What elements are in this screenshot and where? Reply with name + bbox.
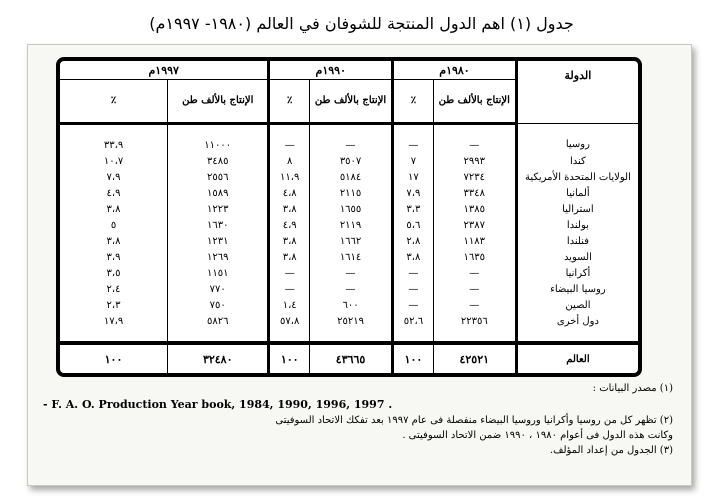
- percent-cell: ٧،٩: [393, 185, 434, 201]
- total-label: العالم: [516, 343, 638, 373]
- production-cell: —: [433, 297, 516, 313]
- percent-cell: ٢،٣: [106, 299, 121, 311]
- percent-cell: —: [269, 124, 310, 154]
- production-cell: ١٦٥٥: [309, 201, 392, 217]
- percent-cell: ١١،٩: [269, 169, 310, 185]
- footnote-2-line-1: (٢) تظهر كل من روسيا وأكرانيا وروسيا البيضاء منفصلة فى عام ١٩٩٧ بعد تفكك الاتحاد السوفيتى: [275, 415, 673, 426]
- country-cell: السويد: [516, 249, 638, 265]
- table-row: [60, 297, 638, 313]
- country-cell: ألمانيا: [516, 185, 638, 201]
- percent-cell: ٥: [110, 219, 117, 231]
- production-cell: —: [433, 124, 516, 154]
- production-cell: ٢١١٥: [309, 185, 392, 201]
- country-cell: استراليا: [516, 201, 638, 217]
- production-cell: —: [433, 265, 516, 281]
- total-percent-1997: ١٠٠: [60, 343, 168, 373]
- production-cell: ١١٠٠٠: [168, 124, 269, 154]
- production-cell: —: [309, 265, 392, 281]
- percent-1980-header: ٪: [393, 80, 434, 124]
- production-cell: ١٦٣٠: [168, 217, 269, 233]
- percent-cell: —: [393, 297, 434, 313]
- production-cell: ١٢٣١: [168, 233, 269, 249]
- total-percent-1980: ١٠٠: [393, 343, 434, 373]
- country-cell: الصين: [516, 297, 638, 313]
- year-1990-header: ١٩٩٠م: [269, 61, 393, 80]
- percent-cell: —: [269, 281, 310, 297]
- table-row: [60, 217, 638, 233]
- percent-cell: ٤،٩: [269, 217, 310, 233]
- percent-cell: ٣،٨: [269, 201, 310, 217]
- production-cell: ٥١٨٤: [309, 169, 392, 185]
- production-1980-header: الإنتاج بالألف طن: [433, 80, 516, 124]
- percent-cell: ٤،٨: [269, 185, 310, 201]
- production-cell: ١٢٦٩: [168, 249, 269, 265]
- percent-cell: ١٧: [393, 169, 434, 185]
- production-cell: ٦٠٠: [309, 297, 392, 313]
- percent-cell: —: [269, 265, 310, 281]
- percent-cell: ٥،٦: [393, 217, 434, 233]
- percent-cell: ٣،٨: [106, 203, 121, 215]
- production-cell: —: [309, 124, 392, 154]
- production-cell: ١٦٣٥: [433, 249, 516, 265]
- table-caption: جدول (١) اهم الدول المنتجة للشوفان في العالم (١٩٨٠- ١٩٩٧م): [149, 14, 574, 33]
- oat-production-table: [56, 57, 642, 377]
- production-cell: ٢٣٨٧: [433, 217, 516, 233]
- country-cell: فنلندا: [516, 233, 638, 249]
- production-cell: ٧٥٠: [168, 297, 269, 313]
- country-cell: أكرانيا: [516, 265, 638, 281]
- percent-cell: ٣٣،٩: [103, 139, 124, 151]
- footnote-3: (٣) الجدول من إعداد المؤلف.: [549, 445, 673, 456]
- percent-cell: ٢،٨: [393, 233, 434, 249]
- scanned-page: [27, 44, 692, 486]
- production-cell: ٢١١٩: [309, 217, 392, 233]
- country-column-header: الدولة: [516, 61, 638, 124]
- production-1997-header: الإنتاج بالألف طن: [168, 80, 269, 124]
- percent-cell: ٨: [269, 153, 310, 169]
- production-cell: —: [433, 281, 516, 297]
- table-row: [60, 249, 638, 265]
- table-row: [60, 281, 638, 297]
- production-cell: ٣٤٨٥: [168, 153, 269, 169]
- total-production-1990: ٤٣٦٦٥: [309, 343, 392, 373]
- table-row: [60, 265, 638, 281]
- table-row: [60, 185, 638, 201]
- production-cell: ٥٨٢٦: [168, 313, 269, 343]
- production-cell: ٢٥٢١٩: [309, 313, 392, 343]
- percent-cell: —: [393, 124, 434, 154]
- footnotes: [43, 381, 673, 458]
- production-cell: ٣٣٤٨: [433, 185, 516, 201]
- percent-cell: ٣،٨: [393, 249, 434, 265]
- percent-cell: ٣،٨: [269, 249, 310, 265]
- year-1980-header: ١٩٨٠م: [393, 61, 517, 80]
- production-cell: ٢٥٥٦: [168, 169, 269, 185]
- percent-cell: —: [393, 281, 434, 297]
- table-row: [60, 169, 638, 185]
- table-row: [60, 313, 638, 343]
- percent-cell: ١٠،٧: [103, 155, 124, 167]
- footnote-2-line-2: وكانت هذه الدول فى أعوام ١٩٨٠ ، ١٩٩٠ ضمن الاتحاد السوفيتى .: [402, 430, 673, 441]
- percent-cell: ٢،٤: [106, 283, 121, 295]
- country-cell: كندا: [516, 153, 638, 169]
- country-cell: بولندا: [516, 217, 638, 233]
- production-cell: ٧٢٣٤: [433, 169, 516, 185]
- total-percent-1990: ١٠٠: [269, 343, 310, 373]
- source-citation: - F. A. O. Production Year book, 1984, 1990, 1996, 1997 .: [43, 398, 393, 411]
- production-cell: ١٦١٤: [309, 249, 392, 265]
- table-row: [60, 233, 638, 249]
- percent-cell: ٣،٨: [269, 233, 310, 249]
- percent-cell: ١٧،٩: [103, 315, 124, 327]
- percent-1990-header: ٪: [269, 80, 310, 124]
- production-cell: ٢٢٣٥٦: [433, 313, 516, 343]
- percent-cell: ١،٤: [269, 297, 310, 313]
- country-cell: دول أخرى: [516, 313, 638, 343]
- table-row: [60, 201, 638, 217]
- percent-cell: ٧،٩: [106, 171, 121, 183]
- percent-cell: ٣،٣: [393, 201, 434, 217]
- production-1990-header: الإنتاج بالألف طن: [309, 80, 392, 124]
- percent-cell: ٣،٨: [106, 235, 121, 247]
- year-1997-header: ١٩٩٧م: [60, 61, 269, 80]
- production-cell: ١٢٢٣: [168, 201, 269, 217]
- percent-cell: ٥٧،٨: [269, 313, 310, 343]
- production-cell: —: [309, 281, 392, 297]
- total-row: [60, 343, 638, 373]
- production-cell: ٢٩٩٣: [433, 153, 516, 169]
- production-cell: ١١٨٣: [433, 233, 516, 249]
- production-cell: ٣٥٠٧: [309, 153, 392, 169]
- production-cell: ١٦٦٢: [309, 233, 392, 249]
- country-cell: روسيا البيضاء: [516, 281, 638, 297]
- table-row: [60, 153, 638, 169]
- production-cell: ١١٥١: [168, 265, 269, 281]
- percent-cell: ٤،٩: [106, 187, 121, 199]
- production-cell: ٧٧٠: [168, 281, 269, 297]
- country-cell: الولايات المتحدة الأمريكية: [516, 169, 638, 185]
- percent-cell: ٣،٥: [106, 267, 121, 279]
- total-production-1997: ٣٢٤٨٠: [168, 343, 269, 373]
- production-cell: ١٣٨٥: [433, 201, 516, 217]
- percent-cell: ٣،٩: [106, 251, 121, 263]
- country-cell: روسيا: [516, 124, 638, 154]
- percent-1997-header: ٪: [60, 80, 168, 124]
- table-body: [60, 124, 638, 344]
- total-production-1980: ٤٢٥٢١: [433, 343, 516, 373]
- footnote-1: (١) مصدر البيانات :: [592, 383, 673, 394]
- table-row: [60, 124, 638, 154]
- percent-cell: ٥٢،٦: [393, 313, 434, 343]
- production-cell: ١٥٨٩: [168, 185, 269, 201]
- percent-cell: —: [393, 265, 434, 281]
- percent-cell: ٧: [393, 153, 434, 169]
